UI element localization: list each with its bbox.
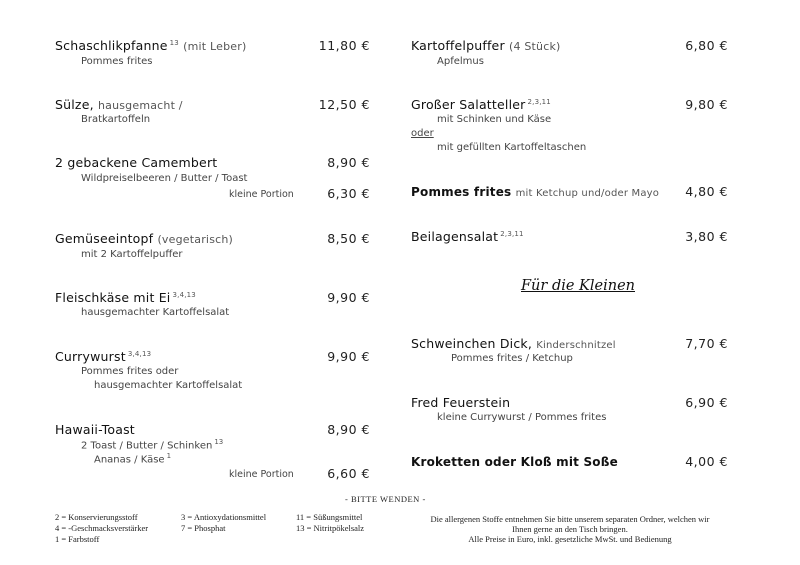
menu-item-name (55, 422, 135, 437)
menu-item-name (411, 184, 659, 199)
price-info-note: Alle Preise in Euro, inkl. gesetzliche MwSt. und Bedienung (468, 534, 672, 544)
allergen-legend-entry: 2 = Konservierungsstoff (55, 512, 138, 522)
item-extra: (mit Leber) (183, 40, 247, 53)
item-description: Wildpreiselbeeren / Butter / Toast (81, 173, 248, 184)
allergen-legend-entry: 4 = -Geschmacksverstärker (55, 523, 149, 533)
menu-item-name (411, 229, 524, 244)
item-price: 12,50 € (318, 97, 370, 112)
item-title: 2 gebackene Camembert (55, 155, 218, 170)
small-portion-price: 6,30 € (327, 186, 370, 201)
allergen-codes: 2,3,11 (527, 97, 551, 106)
allergen-legend-entry: 7 = Phosphat (181, 523, 226, 533)
allergen-codes: 1 (166, 452, 172, 460)
item-price: 6,80 € (685, 38, 728, 53)
item-price: 6,90 € (685, 395, 728, 410)
item-description: mit Schinken und Käse (437, 114, 552, 125)
menu-item-name (55, 38, 246, 53)
or-label: oder (411, 128, 434, 139)
small-portion-label: kleine Portion (229, 469, 294, 480)
small-portion-price: 6,60 € (327, 466, 370, 481)
item-description: Pommes frites / Ketchup (451, 353, 573, 364)
item-title: Großer Salatteller (411, 97, 526, 112)
item-title: Fred Feuerstein (411, 395, 511, 410)
item-title: Kartoffelpuffer (411, 38, 505, 53)
allergen-codes: 2,3,11 (500, 229, 524, 238)
item-price: 9,90 € (327, 290, 370, 305)
item-extra: (vegetarisch) (157, 233, 234, 246)
menu-item-name (411, 336, 616, 351)
item-description: Pommes frites (81, 56, 153, 67)
item-description: Apfelmus (437, 56, 484, 67)
menu-item-name (411, 454, 618, 469)
item-price: 8,90 € (327, 155, 370, 170)
item-extra: (4 Stück) (508, 40, 561, 53)
menu-item-name (411, 38, 561, 53)
item-price: 4,80 € (685, 184, 728, 199)
item-price: 3,80 € (685, 229, 728, 244)
item-title: Kroketten oder Kloß mit Soße (411, 455, 618, 469)
item-title: Pommes frites (411, 185, 512, 199)
item-description: kleine Currywurst / Pommes frites (437, 412, 607, 423)
allergen-info-note: Die allergenen Stoffe entnehmen Sie bitte unserem separaten Ordner, welchen wir (430, 514, 710, 524)
item-title: Sülze, (55, 97, 94, 112)
item-title: Hawaii-Toast (55, 422, 135, 437)
item-price: 4,00 € (685, 454, 728, 469)
item-price: 11,80 € (318, 38, 370, 53)
small-portion-label: kleine Portion (229, 189, 294, 200)
allergen-codes: 3,4,13 (172, 290, 196, 299)
description-text: Ananas / Käse (94, 454, 165, 466)
menu-item-name (411, 395, 510, 410)
section-title: Für die Kleinen (521, 278, 635, 294)
item-description: Bratkartoffeln (81, 114, 151, 125)
item-price: 9,80 € (685, 97, 728, 112)
item-description: hausgemachter Kartoffelsalat (81, 307, 230, 318)
menu-item-name (55, 231, 233, 246)
item-title: Schweinchen Dick, (411, 336, 533, 351)
turn-page-note: - BITTE WENDEN - (345, 494, 426, 504)
description-text: 2 Toast / Butter / Schinken (81, 440, 213, 452)
menu-item-name (411, 97, 551, 112)
item-extra: hausgemacht / (97, 99, 183, 112)
menu-item-name (55, 97, 183, 112)
item-price: 7,70 € (685, 336, 728, 351)
item-description: hausgemachter Kartoffelsalat (94, 380, 243, 391)
item-title: Gemüseeintopf (55, 231, 154, 246)
allergen-codes: 13 (214, 438, 224, 446)
item-description (81, 438, 223, 451)
item-description (94, 452, 171, 465)
item-title: Currywurst (55, 349, 126, 364)
menu-item-name (55, 155, 217, 170)
menu-item-name (55, 349, 151, 364)
item-description: Pommes frites oder (81, 366, 179, 377)
menu-item-name (55, 290, 196, 305)
item-extra: Kinderschnitzel (536, 340, 616, 351)
item-price: 8,90 € (327, 422, 370, 437)
allergen-legend-entry: 11 = Süßungsmittel (296, 512, 363, 522)
item-title: Fleischkäse mit Ei (55, 290, 171, 305)
item-title: Schaschlikpfanne (55, 38, 168, 53)
item-description: mit 2 Kartoffelpuffer (81, 249, 183, 260)
allergen-info-note: Ihnen gerne an den Tisch bringen. (512, 524, 628, 534)
allergen-legend-entry: 3 = Antioxydationsmittel (181, 512, 267, 522)
item-title: Beilagensalat (411, 229, 499, 244)
allergen-legend-entry: 13 = Nitritpökelsalz (296, 523, 365, 533)
item-price: 8,50 € (327, 231, 370, 246)
allergen-codes: 13 (169, 38, 179, 47)
item-extra: mit Ketchup und/oder Mayo (515, 188, 660, 199)
item-price: 9,90 € (327, 349, 370, 364)
item-description: mit gefüllten Kartoffeltaschen (437, 142, 587, 153)
allergen-legend-entry: 1 = Farbstoff (55, 534, 100, 544)
allergen-codes: 3,4,13 (127, 349, 152, 358)
